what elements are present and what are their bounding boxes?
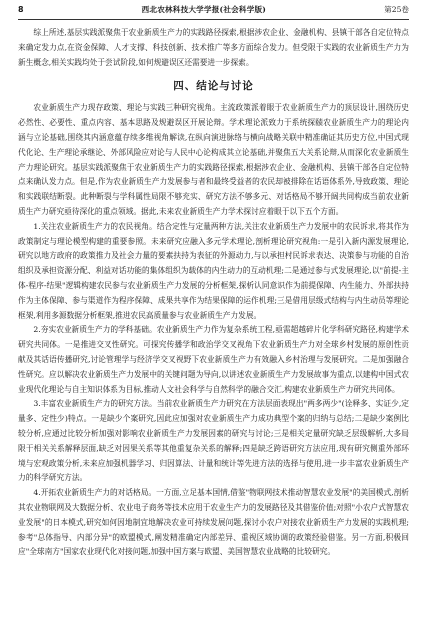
journal-title: 西北农林科技大学学报(社会科学版) xyxy=(141,5,267,14)
running-header xyxy=(18,3,409,17)
point-1-farmer-perspective: 1.关注农业新质生产力的农民视角。结合定性与定量两种方法,关注农业新质生产力发展中的农民诉求,将其作为政策制定与理论模型构建的重要参照。未来研究应融入多元学术理论,剖析理论研究视角:一是引入新内源发展理论,研究以地方政府的政策推力及社会力量的要素扶持为表征的外源动力,与以承担村民诉求表达、决策参与功能的自治组织及承担资源分配、利益对话功能的集体组织为载体的内生动力的互动机理;二是通过参与式发展理论,以"前提-主体-程序-结果"逻辑构建农民参与农业新质生产力发展的分析框架,探析认同意识作为前提保障、内生能力、外部扶持作为主体保障、参与渠道作为程序保障、成果共享作为结果保障的运作机理;三是借用层级式结构与内生动员等理论框架,利用多源数据分析框架,推进农民高质量参与农业新质生产力发展。 xyxy=(18,221,409,320)
header-rule xyxy=(18,19,409,20)
point-3-research-methods: 3.丰富农业新质生产力的研究方法。当前农业新质生产力研究在方法层面表现出"两多两少"(诠释多、实证少,定量多、定性少)特点。一是缺少个案研究,因此应加强对农业新质生产力成功典型个案的归纳与总结;二是缺少案例比较分析,应通过比较分析加强对影响农业新质生产力发展因素的研究与讨论;三是相关定量研究缺乏层级解析,大多局限于相关关系解释层面,缺乏对因果关系等其他重复杂关系的解释;四是缺乏跨语研究方法应用,现有研究侧重外部环境与宏观政策分析,未来应加强机器学习、归因算法、计量和统计等先进方法的选择与使用,进一步丰富农业新质生产力的科学研究方法。 xyxy=(18,399,409,483)
point-4-dialogue-pattern: 4.开拓农业新质生产力的对话格局。一方面,立足基本国情,借鉴"物联网技术推动智慧农业发展"的美国模式,剖析其农业物联网及大数据分析、农业电子商务等技术应用于农业生产力的发展路径及其借鉴价值;对照"小农户式智慧农业发展"的日本模式,研究如何因地制宜地解决农业可持续发展问题,探讨小农户对接农业新质生产力发展的实践机理;参考"总体指导、内部分异"的欧盟模式,阐发精准确定内部差异、重视区域协调的政策经验借鉴。另一方面,积极回应"全球南方"国家农业现代化对接问题,加强中国方案与欧盟、美国智慧农业战略的比较研究。 xyxy=(18,488,409,557)
page-number: 8 xyxy=(18,5,24,14)
volume-label: 第25卷 xyxy=(384,5,409,14)
intro-paragraph: 综上所述,基层实践派聚焦于农业新质生产力的实践路径探索,根据涉农企业、金融机构、县镇干部各自定位特点来确定发力点,在资金保障、人才支撑、科技创新、技术推广等多方面综合发力。但受限于实践的农业新质生产力为新生概念,相关实践均处于尝试阶段,如何规避误区还需要进一步探索。 xyxy=(18,28,409,67)
article-body xyxy=(18,26,409,620)
section-title: 四、结论与讨论 xyxy=(173,80,254,93)
conclusion-summary-paragraph: 农业新质生产力现存政策、理论与实践三种研究视角。主流政策派着眼于农业新质生产力的顶层设计,围绕历史必然性、必要性、重点内容、基本思路及规避误区开展论辩。学术理论派致力于系统探赜农业新质生产力的理论内涵与立论基础,围绕其内涵意蕴存续多维视角解读,在纵向演进脉络与横向战略关联中精准确证其历史方位,中国式现代化论、生产理论承继论、外部风险应对论与人民中心论构成其立论基础,并聚焦五大关系论辩,从而深化农业新质生产力理论研究。基层实践派聚焦于农业新质生产力的实践路径探索,根据涉农企业、金融机构、县镇干部各自定位特点来确认发力点。但是,作为农业新质生产力发展参与者和最终受益者的农民却被排除在话语体系外,导致政策、理论和实践联结断裂。此种断裂与学科属性局限不够充实、研究方法不够多元、对话格局不够开阔共同构成当前农业新质生产力研究亟待深化的重点领域。据此,未来农业新质生产力学术探讨应着眼于以下五个方面。 xyxy=(18,103,409,216)
point-2-disciplinary-foundation: 2.夯实农业新质生产力的学科基础。农业新质生产力作为复杂系统工程,亟需超越碎片化学科研究路径,构建学术研究共同体。一是推进交叉性研究。可探究传播学和政治学交叉视角下农业新质生产力对全球乡村发展的原创性贡献及其话语传播研究,讨论管理学与经济学交叉视野下农业新质生产力有效融入乡村治理与发展研究。二是加强融合性研究。应以解决农业新质生产力发展中的关键问题为导向,以讲述农业新质生产力发展故事为重点,以建构中国式农业现代化理论与自主知识体系为目标,推动人文社会科学与自然科学的融合交汇,构建农业新质生产力研究共同体。 xyxy=(18,325,409,394)
